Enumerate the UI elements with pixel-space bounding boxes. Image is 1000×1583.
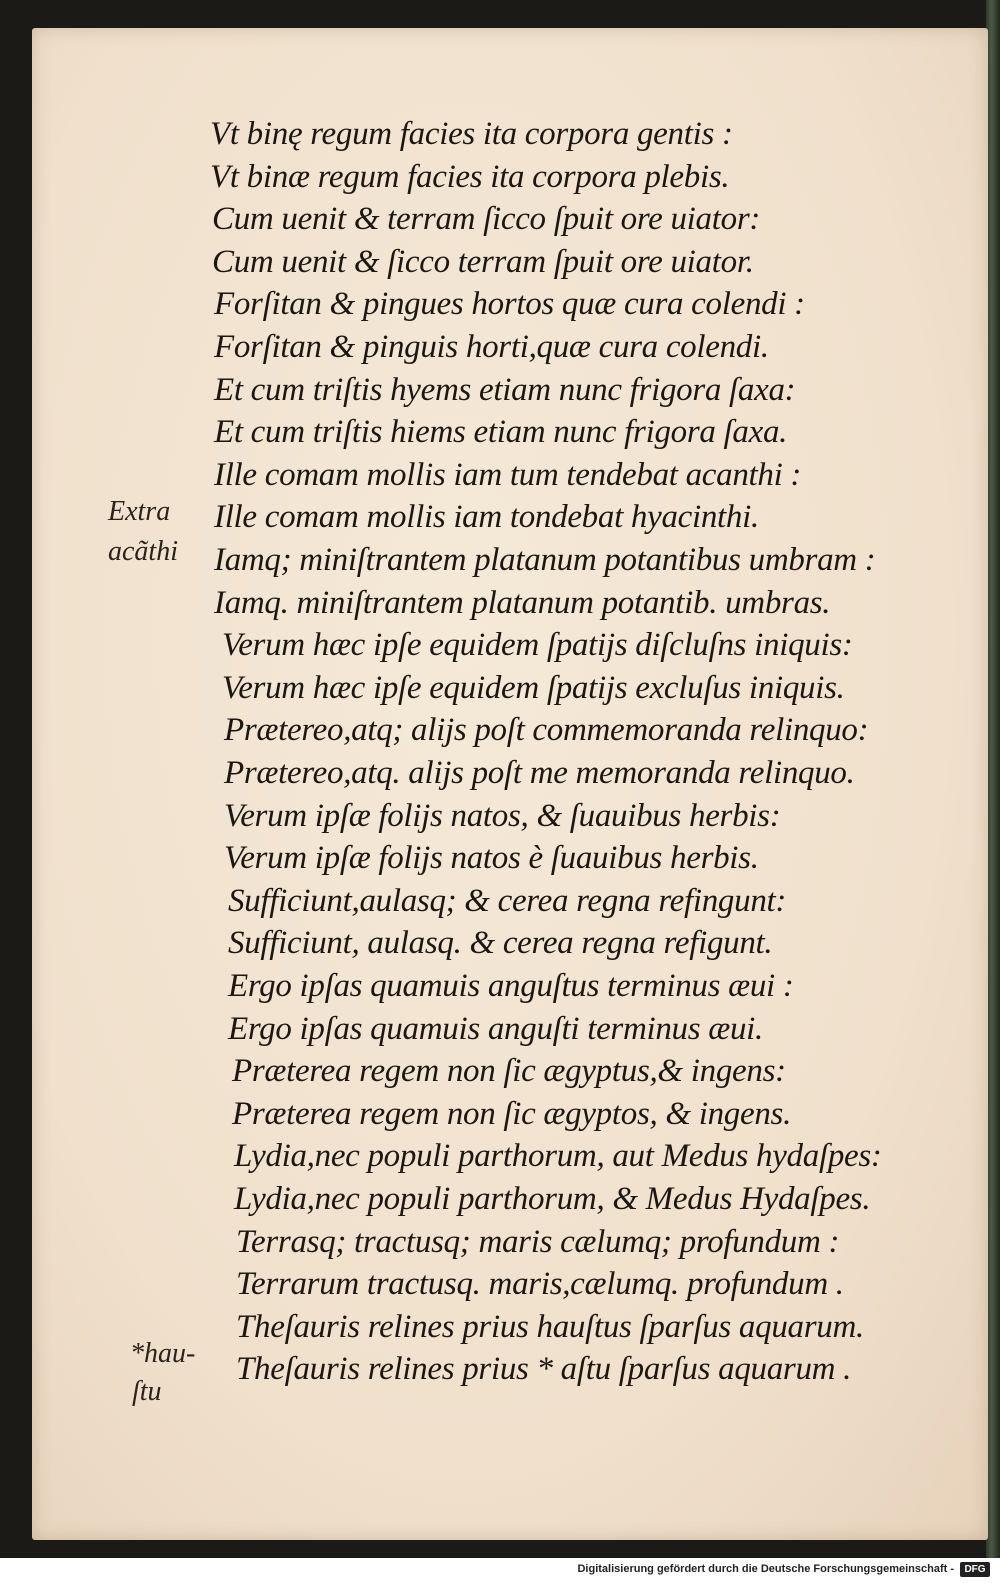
- verse-line: Forſitan & pinguis horti,quæ cura colendi.: [214, 329, 769, 365]
- verse-line: Verum ipſæ folijs natos, & ſuauibus herbis:: [224, 798, 781, 834]
- verse-line: Sufficiunt,aulasq; & cerea regna refingunt:: [228, 883, 787, 919]
- verse-line: Lydia,nec populi parthorum, aut Medus hydaſpes:: [234, 1138, 882, 1174]
- verse-line: Theſauris relines prius hauſtus ſparſus aquarum.: [236, 1309, 864, 1345]
- verse-line: Ille comam mollis iam tondebat hyacinthi.: [214, 499, 759, 535]
- verse-line: Cum uenit & ſicco terram ſpuit ore uiator.: [212, 244, 754, 280]
- book-spine-edge: [986, 0, 1000, 1558]
- verse-line: Prætereo,atq. alijs poſt me memoranda relinquo.: [224, 755, 855, 791]
- verse-line: Verum hæc ipſe equidem ſpatijs diſcluſns iniquis:: [222, 627, 853, 663]
- verse-line: Iamq. miniſtrantem platanum potantib. umbras.: [214, 585, 831, 621]
- verse-line: Lydia,nec populi parthorum, & Medus Hydaſpes.: [234, 1181, 871, 1217]
- verse-line: Verum ipſæ folijs natos è ſuauibus herbis.: [224, 840, 759, 876]
- verse-line: Terrasq; tractusq; maris cælumq; profundum :: [236, 1224, 840, 1260]
- verse-line: Theſauris relines prius * aſtu ſparſus aquarum .: [236, 1351, 852, 1387]
- verse-line: Ille comam mollis iam tum tendebat acanthi :: [214, 457, 802, 493]
- verse-line: Præterea regem non ſic ægyptus,& ingens:: [232, 1053, 786, 1089]
- footer-bar: [0, 1558, 1000, 1583]
- verse-line: Prætereo,atq; alijs poſt commemoranda relinquo:: [224, 712, 869, 748]
- verse-line: Sufficiunt, aulasq. & cerea regna refigunt.: [228, 925, 773, 961]
- verse-line: Ergo ipſas quamuis anguſtus terminus æui :: [228, 968, 794, 1004]
- verse-line: Terrarum tractusq. maris,cælumq. profundum .: [236, 1266, 844, 1302]
- verse-line: Ergo ipſas quamuis anguſti terminus æui.: [228, 1011, 763, 1047]
- book-page: [32, 28, 988, 1540]
- margin-note-acanthi: acãthi: [108, 536, 178, 567]
- verse-line: Et cum triſtis hiems etiam nunc frigora ſaxa.: [214, 414, 788, 450]
- verse-line: Præterea regem non ſic ægyptos, & ingens.: [232, 1096, 792, 1132]
- verse-line: Vt binę regum facies ita corpora gentis :: [210, 116, 733, 152]
- dfg-logo: DFG: [960, 1562, 990, 1577]
- verse-line: Et cum triſtis hyems etiam nunc frigora ſaxa:: [214, 372, 796, 408]
- margin-note-stu: ſtu: [132, 1376, 162, 1407]
- funding-credit: Digitalisierung gefördert durch die Deutsche Forschungsgemeinschaft -: [577, 1563, 954, 1575]
- verse-line: Forſitan & pingues hortos quæ cura colendi :: [214, 286, 805, 322]
- verse-line: Vt binæ regum facies ita corpora plebis.: [210, 159, 730, 195]
- verse-column: [32, 28, 988, 1540]
- margin-note-extra: Extra: [108, 496, 171, 527]
- margin-note-hau: *hau-: [130, 1338, 196, 1369]
- verse-line: Cum uenit & terram ſicco ſpuit ore uiator:: [212, 201, 761, 237]
- verse-line: Iamq; miniſtrantem platanum potantibus umbram :: [214, 542, 876, 578]
- verse-line: Verum hæc ipſe equidem ſpatijs excluſus iniquis.: [222, 670, 845, 706]
